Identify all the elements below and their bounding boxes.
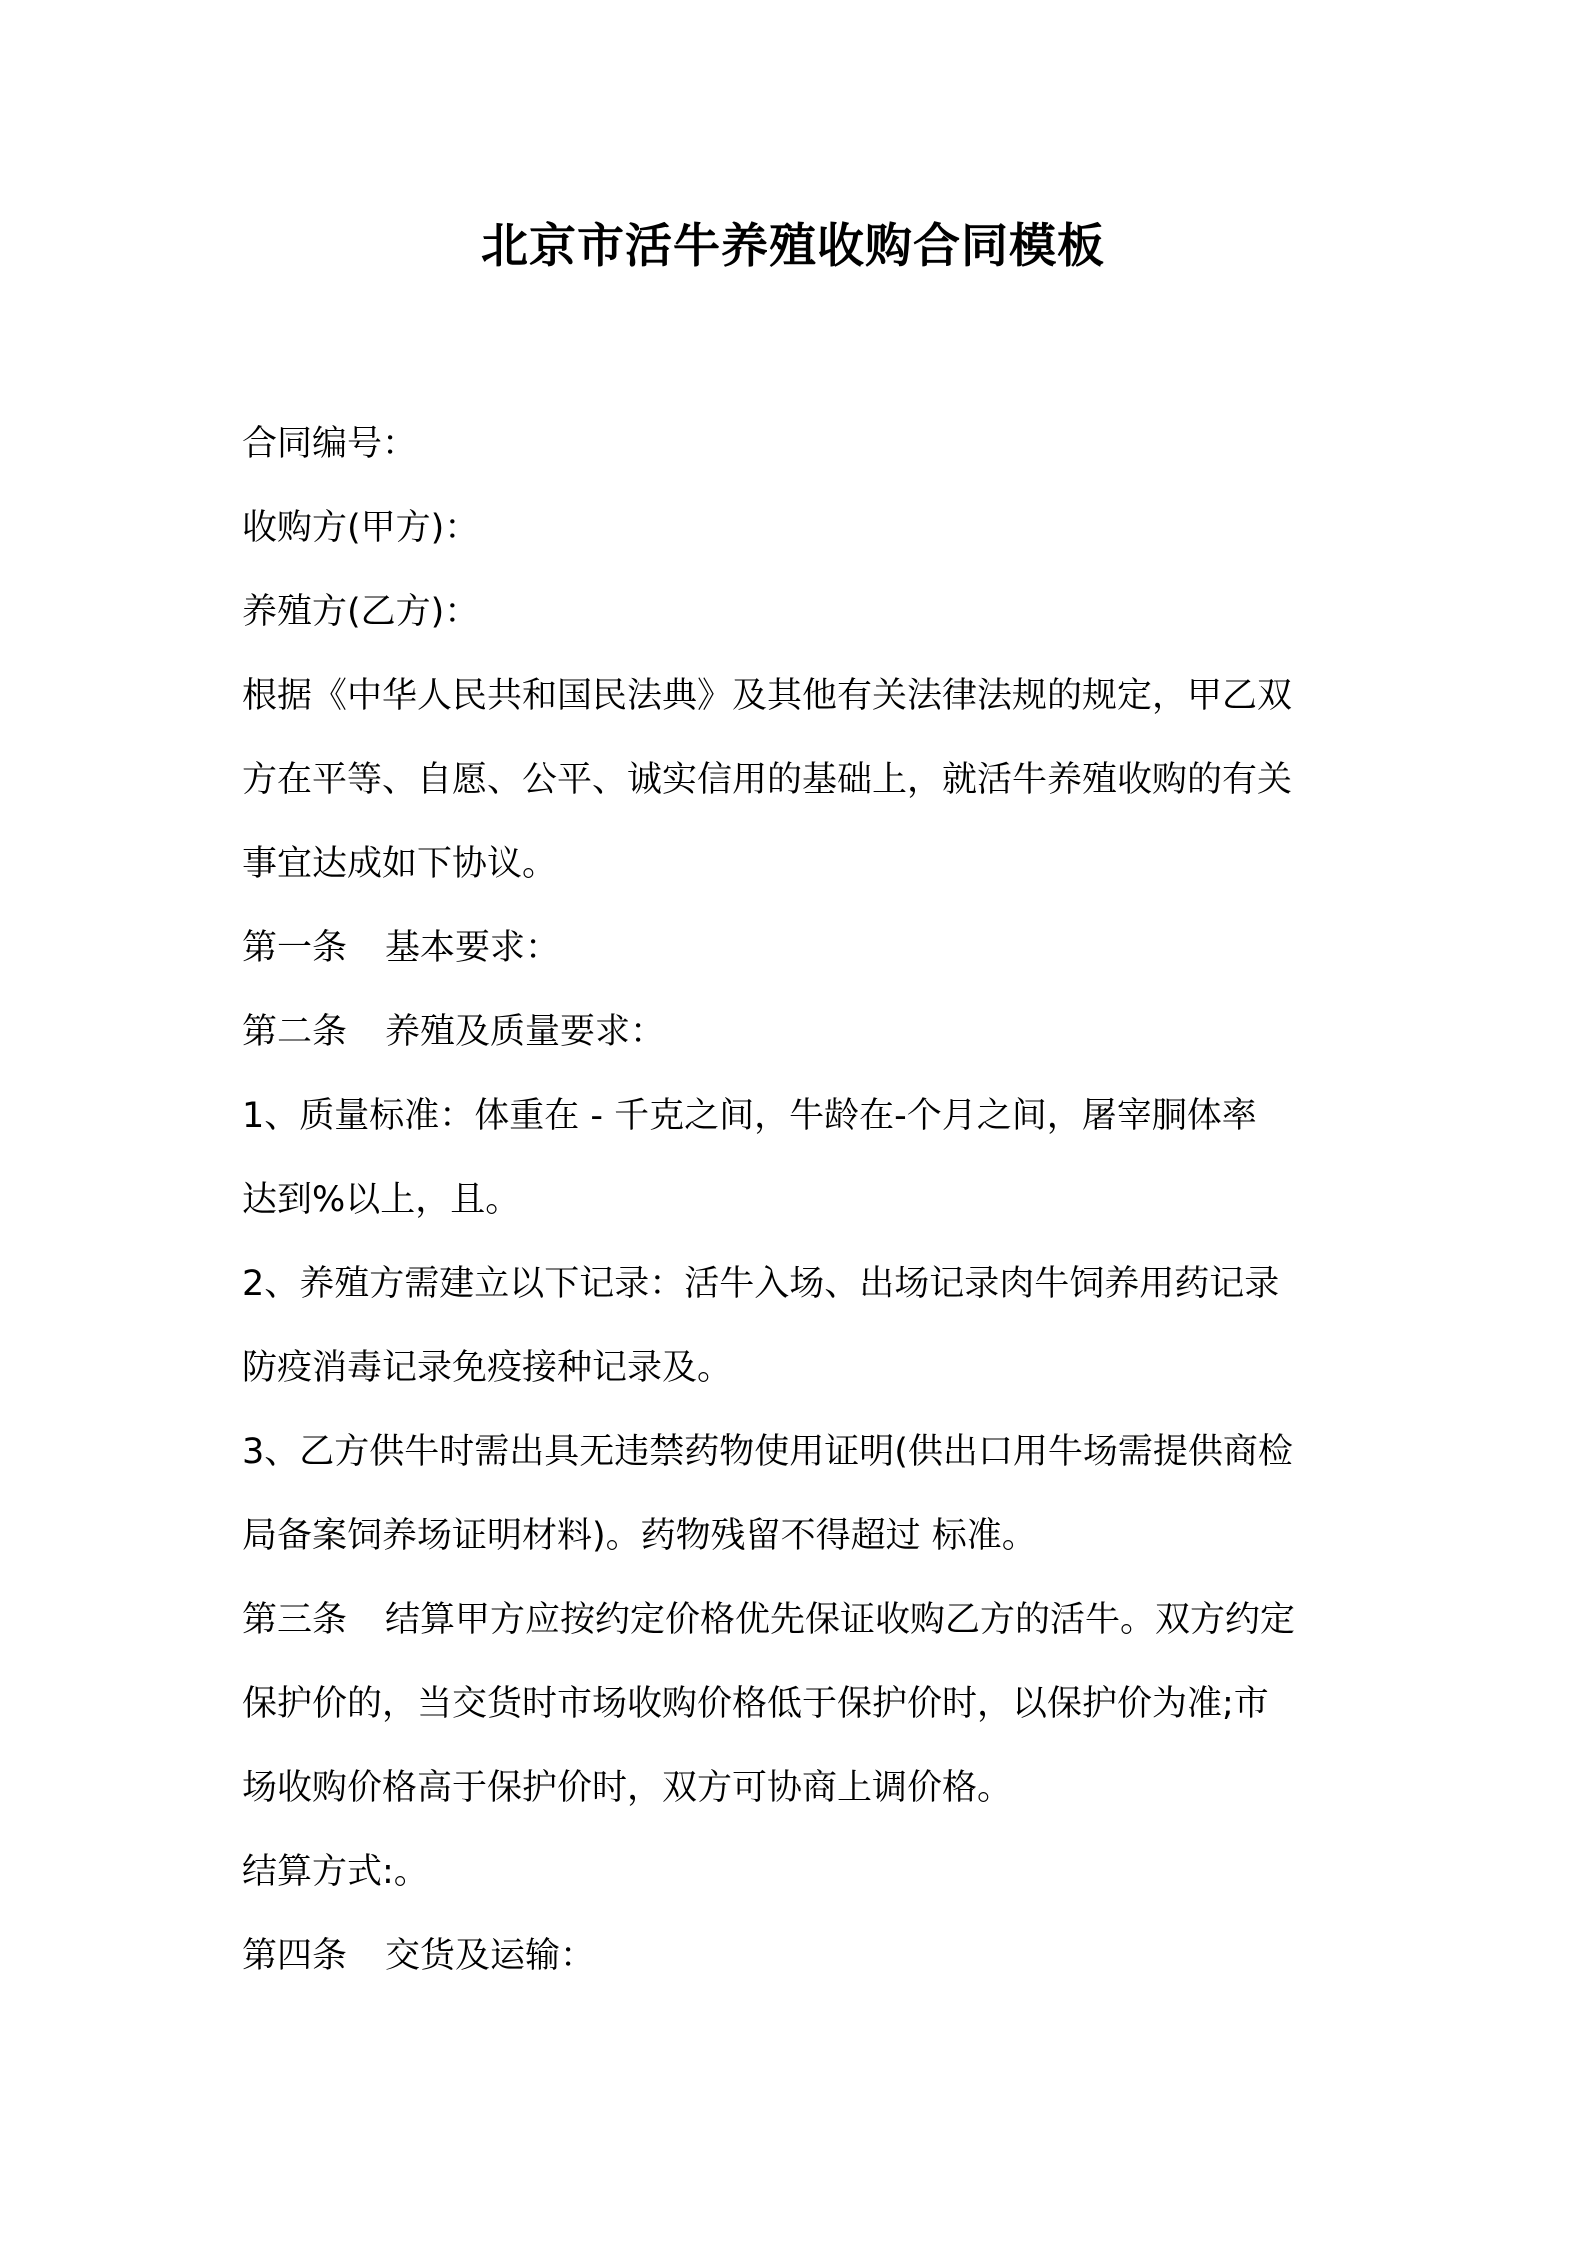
article-2-heading [242,990,1357,1074]
article-4-number: 第四条 [242,1936,348,1976]
article-4-heading [242,1914,1357,1998]
buyer-party-line: 收购方(甲方)： [242,508,480,548]
drug-certificate-line-2: 局备案饲养场证明材料)。药物残留不得超过 标准。 [242,1516,1037,1556]
article-1-heading [242,906,1357,990]
preamble-line-1: 根据《中华人民共和国民法典》及其他有关法律法规的规定，甲乙双 [242,676,1293,716]
preamble-line-3: 事宜达成如下协议。 [242,844,558,884]
quality-standard-line-1: 1、质量标准：体重在 - 千克之间，牛龄在-个月之间，屠宰胴体率 [242,1096,1257,1136]
article-3-line-2: 保护价的，当交货时市场收购价格低于保护价时，以保护价为准;市 [242,1684,1269,1724]
records-line-2: 防疫消毒记录免疫接种记录及。 [242,1348,733,1388]
article-3-number: 第三条 [242,1600,348,1640]
article-3-line-3: 场收购价格高于保护价时，双方可协商上调价格。 [242,1768,1013,1808]
breeder-party-line: 养殖方(乙方)： [242,592,480,632]
article-2-number: 第二条 [242,1012,348,1052]
drug-certificate-line-1: 3、乙方供牛时需出具无违禁药物使用证明(供出口用牛场需提供商检 [242,1432,1293,1472]
preamble-line-2: 方在平等、自愿、公平、诚实信用的基础上，就活牛养殖收购的有关 [242,760,1293,800]
article-4-title: 交货及运输： [385,1936,596,1976]
article-1-title: 基本要求： [385,928,561,968]
contract-number-line: 合同编号： [242,424,418,464]
quality-standard-line-2: 达到%以上，且。 [242,1180,521,1220]
document-title: 北京市活牛养殖收购合同模板 [481,219,1105,274]
article-3-text: 结算甲方应按约定价格优先保证收购乙方的活牛。双方约定 [385,1600,1296,1640]
records-line-1: 2、养殖方需建立以下记录：活牛入场、出场记录肉牛饲养用药记录 [242,1264,1280,1304]
article-1-number: 第一条 [242,928,348,968]
article-2-title: 养殖及质量要求： [385,1012,666,1052]
document-body [242,402,1357,1998]
settlement-method-line: 结算方式:。 [242,1852,429,1892]
article-3-line-1 [242,1578,1357,1662]
